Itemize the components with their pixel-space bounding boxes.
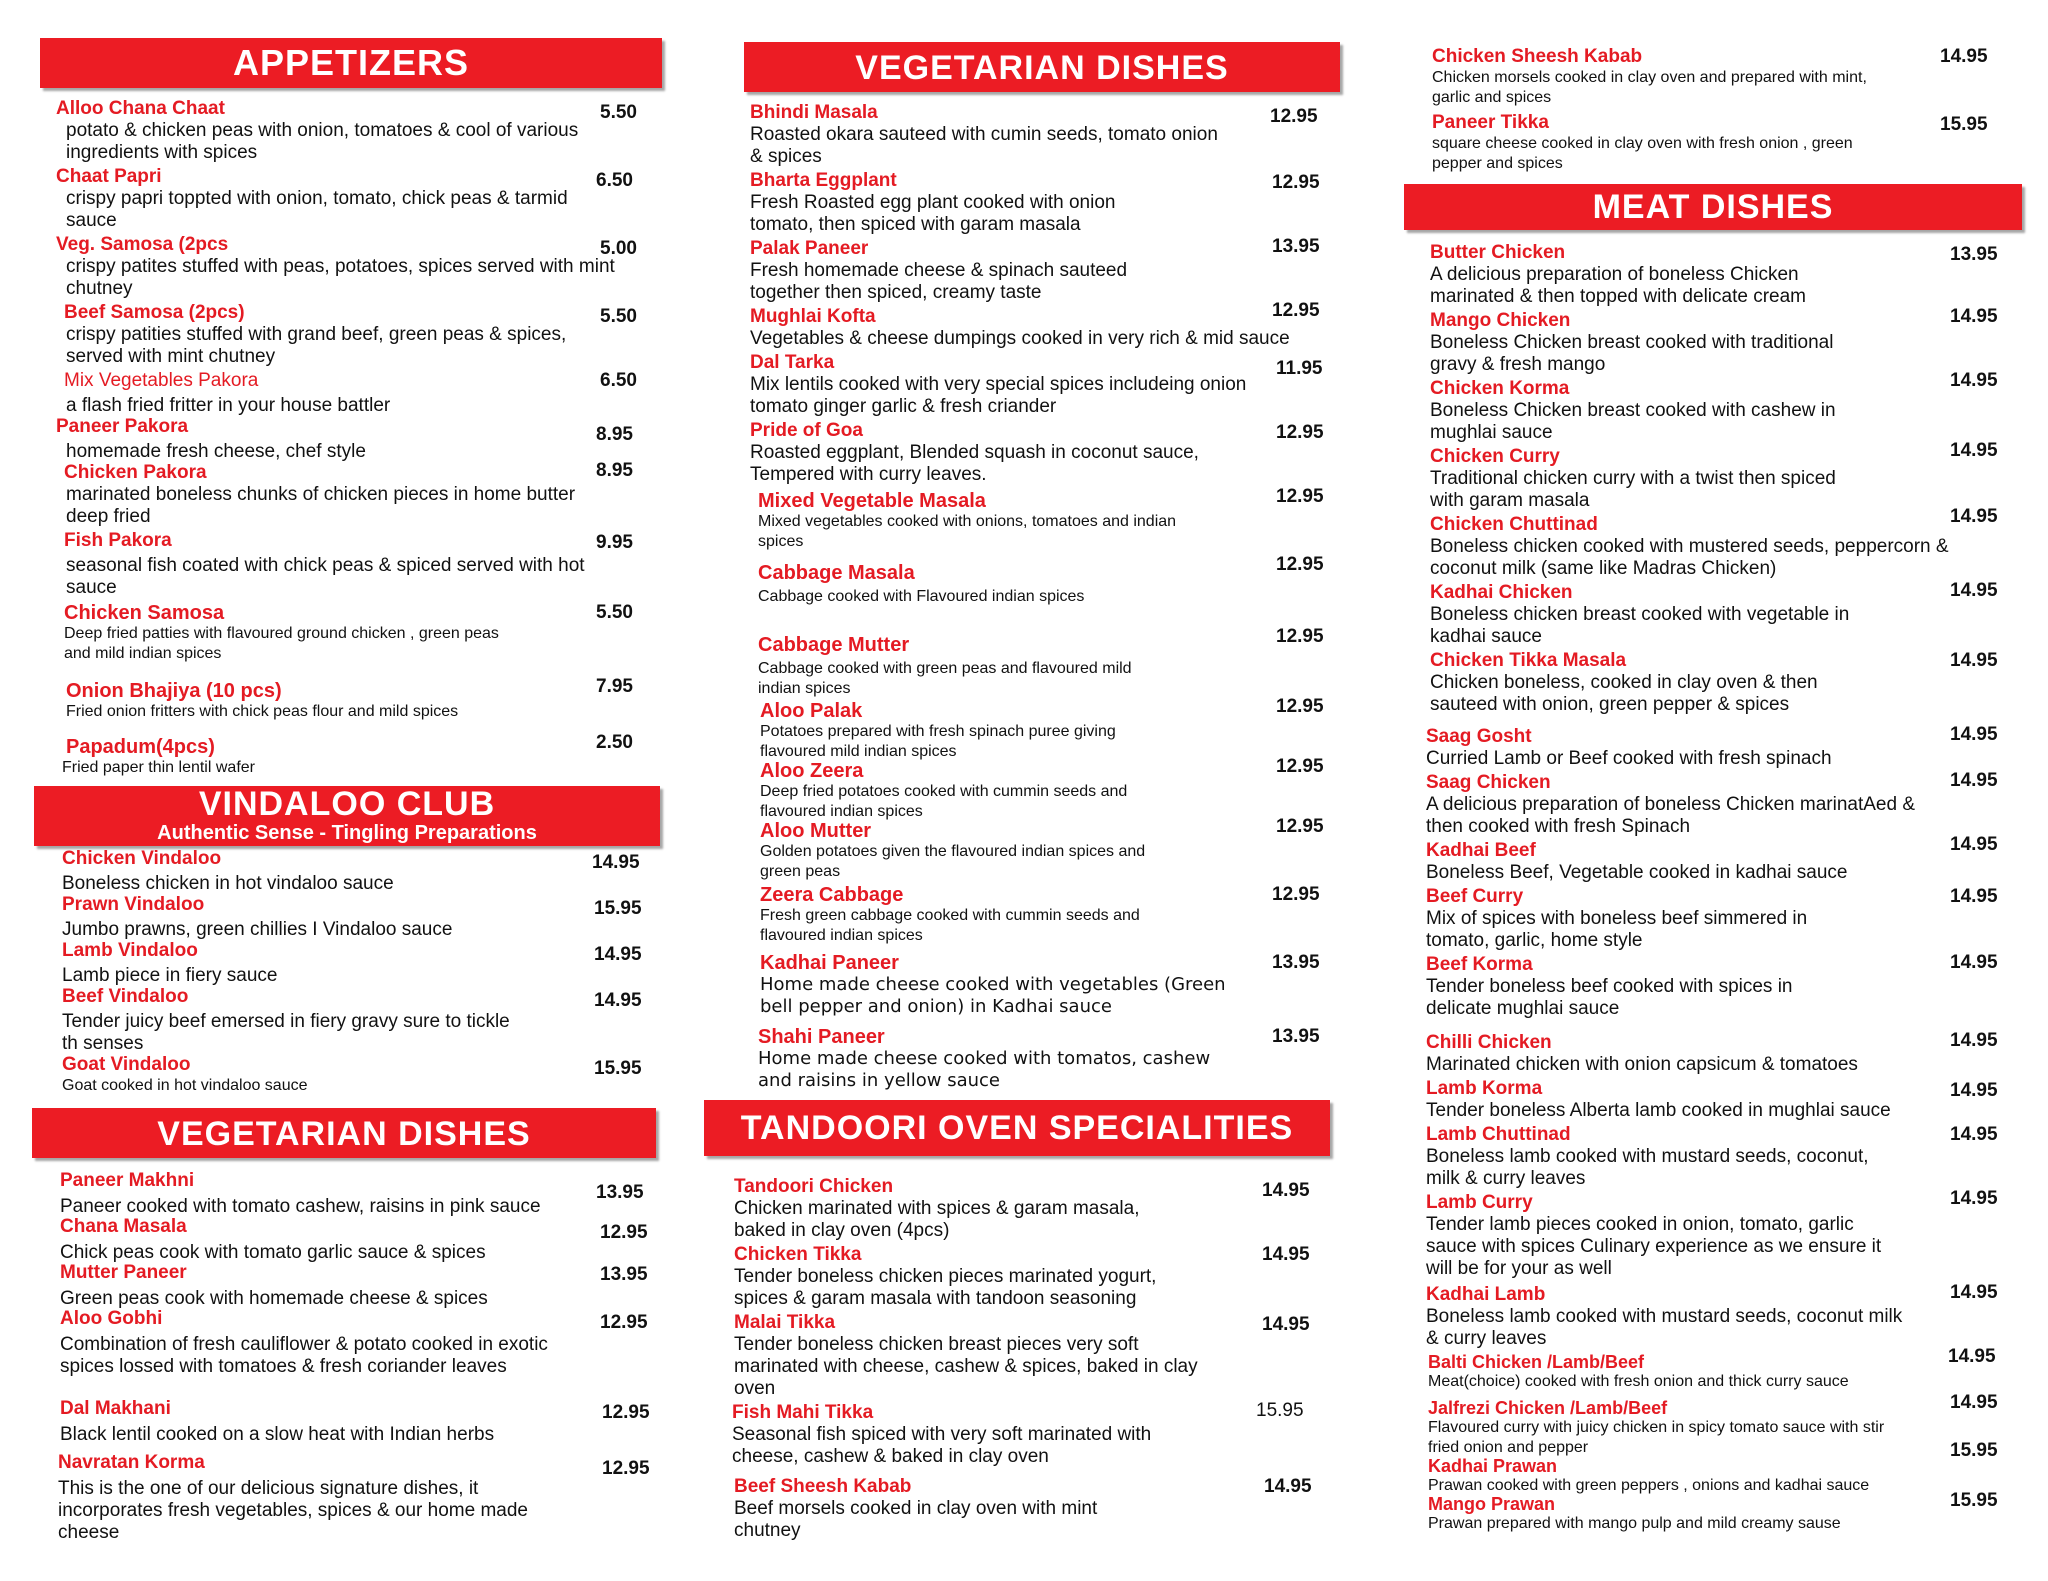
menu-item: [64, 602, 616, 664]
item-desc: Cabbage cooked with Flavoured indian spices: [758, 588, 1085, 605]
menu-item: [62, 848, 582, 895]
item-desc: Jumbo prawns, green chillies I Vindaloo sauce: [62, 919, 453, 940]
item-name: Chana Masala: [60, 1216, 187, 1237]
item-name: Chicken Chuttinad: [1430, 514, 1598, 535]
item-name: Chaat Papri: [56, 166, 162, 187]
item-name: Kadhai Beef: [1426, 840, 1536, 861]
item-desc: Chicken marinated with spices & garam masala, baked in clay oven (4pcs): [734, 1198, 1140, 1241]
item-price: 8.95: [596, 424, 633, 445]
item-price: 14.95: [1950, 886, 1998, 907]
item-name: Mix Vegetables Pakora: [64, 370, 259, 391]
item-price: 15.95: [1940, 114, 1988, 135]
item-name: Chicken Pakora: [64, 462, 207, 483]
menu-item: [62, 736, 618, 778]
item-price: 12.95: [1276, 696, 1324, 717]
item-price: 14.95: [592, 852, 640, 873]
item-name: Kadhai Chicken: [1430, 582, 1573, 603]
item-name: Veg. Samosa (2pcs: [56, 234, 229, 255]
item-name: Fish Pakora: [64, 530, 172, 551]
item-price: 5.50: [600, 102, 637, 123]
item-name: Chicken Samosa: [64, 602, 225, 624]
item-desc: Deep fried patties with flavoured ground chicken , green peas and mild indian spices: [64, 625, 499, 662]
column-left: [40, 0, 670, 1581]
menu-item: [1426, 954, 1926, 1020]
menu-item: [1432, 112, 1882, 174]
menu-item: [1426, 886, 1926, 952]
item-price: 5.50: [596, 602, 633, 623]
item-name: Aloo Palak: [760, 700, 863, 722]
item-desc: potato & chicken peas with onion, tomatoes & cool of various ingredients with spices: [66, 120, 579, 163]
menu-item: [758, 634, 1258, 699]
item-desc: Cabbage cooked with green peas and flavoured mild indian spices: [758, 660, 1132, 697]
item-price: 12.95: [1276, 554, 1324, 575]
menu-item: [1426, 1124, 1926, 1190]
item-price: 15.95: [1950, 1490, 1998, 1511]
item-name: Alloo Chana Chaat: [56, 98, 225, 119]
item-desc: Green peas cook with homemade cheese & spices: [60, 1288, 488, 1309]
menu-item: [64, 302, 616, 368]
item-desc: Chick peas cook with tomato garlic sauce & spices: [60, 1242, 486, 1263]
item-price: 14.95: [1950, 1282, 1998, 1303]
item-price: 12.95: [1270, 106, 1318, 127]
item-price: 12.95: [600, 1312, 648, 1333]
item-price: 12.95: [1276, 422, 1324, 443]
item-name: Dal Makhani: [60, 1398, 171, 1419]
item-name: Balti Chicken /Lamb/Beef: [1428, 1352, 1645, 1372]
item-desc: square cheese cooked in clay oven with fresh onion , green pepper and spices: [1432, 135, 1853, 172]
menu-item: [760, 700, 1260, 762]
item-name: Shahi Paneer: [758, 1026, 885, 1048]
item-price: 14.95: [1950, 1124, 1998, 1145]
item-name: Goat Vindaloo: [62, 1054, 191, 1075]
item-name: Paneer Makhni: [60, 1170, 195, 1191]
menu-item: [760, 760, 1260, 822]
item-desc: Prawan prepared with mango pulp and mild creamy sause: [1428, 1515, 1841, 1532]
item-price: 14.95: [1950, 1392, 1998, 1413]
section-title: APPETIZERS: [232, 42, 470, 83]
menu-item: [1430, 514, 1950, 580]
item-name: Lamb Chuttinad: [1426, 1124, 1571, 1145]
menu-item: [1428, 1456, 1948, 1496]
item-name: Bharta Eggplant: [750, 170, 897, 191]
item-price: 14.95: [1950, 440, 1998, 461]
menu-item: [60, 1262, 580, 1310]
item-desc: Tender lamb pieces cooked in onion, tomato, garlic sauce with spices Culinary experience as we ensure it will be for your as well: [1426, 1214, 1882, 1279]
menu-item: [56, 234, 616, 300]
item-name: Prawn Vindaloo: [62, 894, 205, 915]
item-desc: Tender boneless chicken breast pieces very soft marinated with cheese, cashew & spices, baked in clay oven: [734, 1334, 1198, 1399]
vindaloo-banner: [34, 786, 660, 846]
menu-item: [1426, 1078, 1946, 1122]
item-price: 12.95: [1276, 626, 1324, 647]
item-price: 2.50: [596, 732, 633, 753]
item-desc: Boneless chicken in hot vindaloo sauce: [62, 873, 394, 894]
item-desc: Boneless Beef, Vegetable cooked in kadhai sauce: [1426, 862, 1848, 883]
menu-item: [56, 98, 616, 164]
item-price: 15.95: [594, 1058, 642, 1079]
item-desc: Home made cheese cooked with tomatos, cashew and raisins in yellow sauce: [758, 1048, 1211, 1091]
item-name: Lamb Curry: [1426, 1192, 1533, 1213]
item-desc: Tender boneless chicken pieces marinated yogurt, spices & garam masala with tandoon seasoning: [734, 1266, 1157, 1309]
menu-item: [760, 952, 1260, 1018]
menu-item: [758, 490, 1258, 552]
menu-item: [60, 1216, 580, 1264]
item-price: 12.95: [602, 1458, 650, 1479]
item-price: 14.95: [594, 944, 642, 965]
item-price: 14.95: [1950, 1188, 1998, 1209]
item-desc: Boneless lamb cooked with mustard seeds, coconut milk & curry leaves: [1426, 1306, 1903, 1349]
item-name: Lamb Korma: [1426, 1078, 1543, 1099]
item-name: Navratan Korma: [58, 1452, 205, 1473]
item-price: 12.95: [602, 1402, 650, 1423]
item-price: 12.95: [1272, 172, 1320, 193]
column-right: [1420, 0, 2040, 1581]
menu-item: [64, 462, 616, 528]
item-name: Palak Paneer: [750, 238, 869, 259]
menu-item: [64, 370, 616, 417]
item-price: 13.95: [1272, 236, 1320, 257]
item-price: 5.00: [600, 238, 637, 259]
vegetarian-banner-middle: [744, 42, 1340, 92]
item-desc: Combination of fresh cauliflower & potato cooked in exotic spices lossed with tomatoes & fresh coriander leaves: [60, 1334, 548, 1377]
section-title: VEGETARIAN DISHES: [157, 1115, 531, 1153]
item-price: 13.95: [1272, 1026, 1320, 1047]
item-price: 14.95: [1262, 1314, 1310, 1335]
menu-item: [62, 940, 582, 987]
item-name: Beef Korma: [1426, 954, 1533, 975]
item-desc: Home made cheese cooked with vegetables (Green bell pepper and onion) in Kadhai sauce: [760, 974, 1226, 1017]
item-name: Chicken Curry: [1430, 446, 1560, 467]
menu-item: [56, 166, 616, 232]
item-name: Pride of Goa: [750, 420, 863, 441]
item-price: 13.95: [1950, 244, 1998, 265]
item-desc: a flash fried fritter in your house battler: [66, 395, 391, 416]
item-desc: Roasted okara sauteed with cumin seeds, tomato onion & spices: [750, 124, 1218, 167]
item-name: Malai Tikka: [734, 1312, 836, 1333]
item-desc: crispy papri toppted with onion, tomato, chick peas & tarmid sauce: [66, 188, 568, 231]
section-subtitle: Authentic Sense - Tingling Preparations: [157, 822, 537, 844]
item-desc: Boneless Chicken breast cooked with traditional gravy & fresh mango: [1430, 332, 1834, 375]
item-price: 14.95: [1264, 1476, 1312, 1497]
item-desc: Black lentil cooked on a slow heat with Indian herbs: [60, 1424, 495, 1445]
item-price: 14.95: [1950, 1080, 1998, 1101]
section-title: MEAT DISHES: [1592, 188, 1834, 226]
item-price: 15.95: [1950, 1440, 1998, 1461]
item-name: Aloo Mutter: [760, 820, 872, 842]
menu-item: [760, 884, 1260, 946]
item-price: 14.95: [1948, 1346, 1996, 1367]
menu-item: [1426, 1284, 1926, 1350]
item-desc: Potatoes prepared with fresh spinach puree giving flavoured mild indian spices: [760, 723, 1116, 760]
item-name: Kadhai Paneer: [760, 952, 899, 974]
menu-item: [758, 562, 1258, 607]
menu-item: [1426, 1032, 1946, 1076]
menu-item: [60, 1398, 580, 1446]
menu-item: [734, 1176, 1234, 1242]
item-desc: homemade fresh cheese, chef style: [66, 441, 366, 462]
menu-item: [1432, 46, 1882, 108]
item-desc: Fresh homemade cheese & spinach sauteed together then spiced, creamy taste: [750, 260, 1128, 303]
column-middle: [732, 0, 1360, 1581]
menu-item: [1426, 840, 1926, 884]
item-name: Tandoori Chicken: [734, 1176, 894, 1197]
item-desc: crispy patites stuffed with peas, potatoes, spices served with mint chutney: [66, 256, 615, 299]
menu-item: [1428, 1352, 1928, 1392]
menu-item: [60, 1308, 580, 1378]
item-price: 14.95: [1262, 1180, 1310, 1201]
item-price: 15.95: [1256, 1400, 1304, 1421]
item-name: Paneer Pakora: [56, 416, 189, 437]
menu-item: [64, 530, 616, 599]
item-desc: Lamb piece in fiery sauce: [62, 965, 278, 986]
menu-item: [62, 894, 582, 941]
menu-item: [58, 1452, 578, 1544]
menu-item: [750, 170, 1250, 236]
item-name: Chicken Tikka Masala: [1430, 650, 1627, 671]
menu-item: [734, 1312, 1234, 1400]
item-desc: Traditional chicken curry with a twist then spiced with garam masala: [1430, 468, 1836, 511]
item-desc: Fresh Roasted egg plant cooked with onion tomato, then spiced with garam masala: [750, 192, 1116, 235]
menu-item: [56, 416, 616, 463]
item-price: 14.95: [1950, 506, 1998, 527]
item-name: Cabbage Mutter: [758, 634, 910, 656]
item-name: Mixed Vegetable Masala: [758, 490, 986, 512]
item-price: 9.95: [596, 532, 633, 553]
item-desc: A delicious preparation of boneless Chicken marinatAed & then cooked with fresh Spinach: [1426, 794, 1916, 837]
item-name: Lamb Vindaloo: [62, 940, 198, 961]
item-desc: This is the one of our delicious signature dishes, it incorporates fresh vegetables, spices & our home made cheese: [58, 1478, 528, 1543]
item-desc: Mix of spices with boneless beef simmered in tomato, garlic, home style: [1426, 908, 1808, 951]
item-price: 14.95: [1950, 650, 1998, 671]
menu-item: [1430, 446, 1930, 512]
item-price: 14.95: [594, 990, 642, 1011]
item-name: Chicken Tikka: [734, 1244, 862, 1265]
item-name: Papadum(4pcs): [66, 736, 215, 758]
item-desc: crispy patities stuffed with grand beef, green peas & spices, served with mint chutney: [66, 324, 567, 367]
menu-item: [60, 1170, 620, 1218]
item-name: Paneer Tikka: [1432, 112, 1549, 133]
item-name: Chicken Sheesh Kabab: [1432, 46, 1643, 67]
item-price: 7.95: [596, 676, 633, 697]
menu-item: [62, 1054, 582, 1096]
item-price: 14.95: [1262, 1244, 1310, 1265]
menu-item: [62, 986, 582, 1055]
item-name: Jalfrezi Chicken /Lamb/Beef: [1428, 1398, 1668, 1418]
item-name: Onion Bhajiya (10 pcs): [66, 680, 282, 702]
item-desc: Marinated chicken with onion capsicum & tomatoes: [1426, 1054, 1858, 1075]
item-desc: Mix lentils cooked with very special spices includeing onion tomato ginger garlic & fresh criander: [750, 374, 1247, 417]
item-desc: Fried onion fritters with chick peas flour and mild spices: [66, 703, 459, 720]
item-price: 12.95: [600, 1222, 648, 1243]
item-price: 14.95: [1940, 46, 1988, 67]
item-price: 6.50: [600, 370, 637, 391]
section-title: VEGETARIAN DISHES: [855, 49, 1229, 87]
item-name: Mango Prawan: [1428, 1494, 1556, 1514]
menu-item: [750, 102, 1250, 168]
item-name: Bhindi Masala: [750, 102, 878, 123]
item-desc: Curried Lamb or Beef cooked with fresh spinach: [1426, 748, 1832, 769]
item-price: 12.95: [1276, 486, 1324, 507]
item-desc: Roasted eggplant, Blended squash in coconut sauce, Tempered with curry leaves.: [750, 442, 1199, 485]
menu-item: [1430, 310, 1930, 376]
item-name: Saag Chicken: [1426, 772, 1551, 793]
menu-item: [1430, 582, 1930, 648]
item-price: 5.50: [600, 306, 637, 327]
item-desc: marinated boneless chunks of chicken pieces in home butter deep fried: [66, 484, 576, 527]
item-price: 14.95: [1950, 834, 1998, 855]
item-desc: Goat cooked in hot vindaloo sauce: [62, 1077, 308, 1094]
item-desc: Vegetables & cheese dumpings cooked in very rich & mid sauce: [750, 328, 1290, 349]
menu-item: [734, 1244, 1234, 1310]
item-name: Zeera Cabbage: [760, 884, 904, 906]
menu-item: [732, 1402, 1232, 1468]
item-price: 11.95: [1276, 358, 1323, 379]
item-name: Aloo Gobhi: [60, 1308, 163, 1329]
item-desc: seasonal fish coated with chick peas & spiced served with hot sauce: [66, 555, 585, 598]
item-desc: Chicken boneless, cooked in clay oven & then sauteed with onion, green pepper & spices: [1430, 672, 1818, 715]
menu-item: [758, 1026, 1258, 1092]
vegetarian-banner-left: [32, 1108, 656, 1158]
menu-item: [1426, 1192, 1926, 1280]
item-price: 8.95: [596, 460, 633, 481]
item-name: Butter Chicken: [1430, 242, 1566, 263]
item-desc: Boneless chicken cooked with mustered seeds, peppercorn & coconut milk (same like Madras Chicken): [1430, 536, 1949, 579]
item-name: Chicken Vindaloo: [62, 848, 222, 869]
section-title: TANDOORI OVEN SPECIALITIES: [740, 1109, 1294, 1147]
item-desc: Tender boneless beef cooked with spices in delicate mughlai sauce: [1426, 976, 1793, 1019]
item-desc: A delicious preparation of boneless Chicken marinated & then topped with delicate cream: [1430, 264, 1806, 307]
item-desc: Fried paper thin lentil wafer: [62, 759, 255, 776]
item-name: Kadhai Prawan: [1428, 1456, 1558, 1476]
item-name: Dal Tarka: [750, 352, 835, 373]
item-desc: Meat(choice) cooked with fresh onion and thick curry sauce: [1428, 1373, 1849, 1390]
menu-item: [1430, 378, 1930, 444]
item-name: Aloo Zeera: [760, 760, 864, 782]
item-price: 14.95: [1950, 770, 1998, 791]
item-name: Beef Vindaloo: [62, 986, 189, 1007]
menu-item: [750, 420, 1270, 486]
item-name: Beef Sheesh Kabab: [734, 1476, 912, 1497]
item-name: Mughlai Kofta: [750, 306, 876, 327]
item-price: 14.95: [1950, 370, 1998, 391]
menu-item: [66, 680, 618, 722]
menu-item: [750, 306, 1360, 350]
item-desc: Prawan cooked with green peppers , onions and kadhai sauce: [1428, 1477, 1870, 1494]
item-price: 14.95: [1950, 1030, 1998, 1051]
item-price: 12.95: [1276, 816, 1324, 837]
item-name: Mango Chicken: [1430, 310, 1571, 331]
item-name: Fish Mahi Tikka: [732, 1402, 874, 1423]
item-desc: Boneless lamb cooked with mustard seeds, coconut, milk & curry leaves: [1426, 1146, 1869, 1189]
item-price: 12.95: [1272, 884, 1320, 905]
item-name: Chilli Chicken: [1426, 1032, 1552, 1053]
item-name: Cabbage Masala: [758, 562, 915, 584]
item-name: Chicken Korma: [1430, 378, 1570, 399]
item-name: Saag Gosht: [1426, 726, 1532, 747]
item-desc: Beef morsels cooked in clay oven with mint chutney: [734, 1498, 1098, 1541]
appetizers-banner: [40, 38, 662, 88]
item-price: 13.95: [600, 1264, 648, 1285]
item-desc: Paneer cooked with tomato cashew, raisins in pink sauce: [60, 1196, 541, 1217]
item-desc: Flavoured curry with juicy chicken in spicy tomato sauce with stir fried onion and pepper: [1428, 1419, 1885, 1456]
item-desc: Fresh green cabbage cooked with cummin seeds and flavoured indian spices: [760, 907, 1140, 944]
menu-item: [1430, 650, 1930, 716]
section-title: VINDALOO CLUB: [198, 785, 496, 823]
item-price: 15.95: [594, 898, 642, 919]
menu-item: [1428, 1398, 1928, 1458]
item-desc: Tender boneless Alberta lamb cooked in mughlai sauce: [1426, 1100, 1891, 1121]
item-desc: Golden potatoes given the flavoured indian spices and green peas: [760, 843, 1146, 880]
menu-item: [1426, 726, 1926, 770]
menu-item: [1426, 772, 1946, 838]
meat-banner: [1404, 184, 2022, 230]
item-price: 13.95: [596, 1182, 644, 1203]
item-name: Beef Samosa (2pcs): [64, 302, 245, 323]
item-price: 14.95: [1950, 724, 1998, 745]
item-desc: Chicken morsels cooked in clay oven and prepared with mint, garlic and spices: [1432, 69, 1867, 106]
item-price: 12.95: [1276, 756, 1324, 777]
menu-item: [750, 238, 1250, 304]
menu-item: [760, 820, 1260, 882]
menu-item: [750, 352, 1250, 418]
item-desc: Deep fried potatoes cooked with cummin seeds and flavoured indian spices: [760, 783, 1128, 820]
item-price: 13.95: [1272, 952, 1320, 973]
menu-item: [734, 1476, 1234, 1542]
item-name: Kadhai Lamb: [1426, 1284, 1546, 1305]
item-price: 14.95: [1950, 306, 1998, 327]
item-desc: Seasonal fish spiced with very soft marinated with cheese, cashew & baked in clay oven: [732, 1424, 1152, 1467]
menu-item: [1430, 242, 1930, 308]
item-desc: Tender juicy beef emersed in fiery gravy sure to tickle th senses: [62, 1011, 510, 1054]
item-price: 14.95: [1950, 580, 1998, 601]
item-desc: Boneless Chicken breast cooked with cashew in mughlai sauce: [1430, 400, 1836, 443]
item-name: Mutter Paneer: [60, 1262, 187, 1283]
item-desc: Boneless chicken breast cooked with vegetable in kadhai sauce: [1430, 604, 1850, 647]
item-price: 14.95: [1950, 952, 1998, 973]
menu-item: [1428, 1494, 1948, 1534]
item-price: 6.50: [596, 170, 633, 191]
item-desc: Mixed vegetables cooked with onions, tomatoes and indian spices: [758, 513, 1177, 550]
item-name: Beef Curry: [1426, 886, 1524, 907]
tandoori-banner: [704, 1100, 1330, 1156]
item-price: 12.95: [1272, 300, 1320, 321]
